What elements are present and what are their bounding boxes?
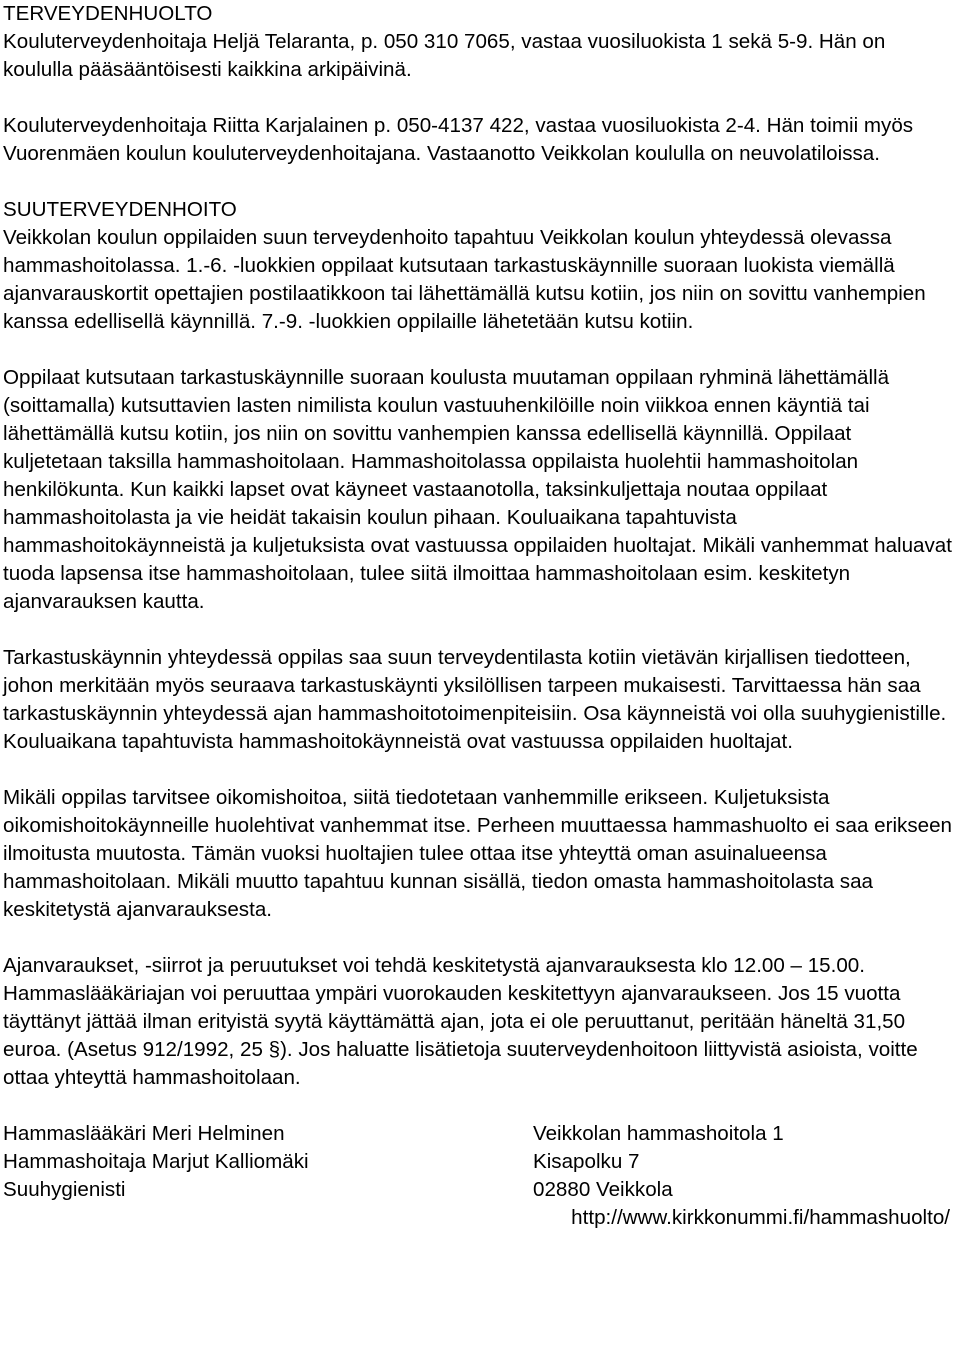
paragraph-ajanvaraukset: Ajanvaraukset, -siirrot ja peruutukset voi tehdä keskitetystä ajanvarauksesta klo 12.00 – 15.00. Hammaslääkäriajan voi peruuttaa ympäri vuorokauden keskitettyyn ajanvaraukseen. Jos 15 vuotta täyttänyt jättää ilman erityistä syytä käyttämättä ajan, jota ei ole peruuttanut, peritään häneltä 31,50 euroa. (Asetus 912/1992, 25 §). Jos haluatte lisätietoja suuterveydenhoitoon liittyvistä asioista, voitte ottaa yhteyttä hammashoitolaan. [3,954,918,1089]
contact-person: Hammaslääkäri Meri Helminen [3,1122,285,1145]
paragraph-oikomishoito: Mikäli oppilas tarvitsee oikomishoitoa, siitä tiedotetaan vanhemmille erikseen. Kuljetuksista oikomishoitokäynneille huolehtivat vanhemmat itse. Perheen muuttaessa hammashuolto ei saa erikseen ilmoitusta muutosta. Tämän vuoksi huoltajien tulee ottaa itse yhteyttä oman asuinalueensa hammashoitolaan. Mikäli muutto tapahtuu kunnan sisällä, tiedon omasta hammashoitolasta saa keskitetystä ajanvarauksesta. [3,786,952,921]
contact-row [3,1120,956,1148]
section-heading-terveydenhuolto: TERVEYDENHUOLTO [3,2,213,25]
paragraph-suun-terveydenhoito: Veikkolan koulun oppilaiden suun terveydenhoito tapahtuu Veikkolan koulun yhteydessä olevassa hammashoitolassa. 1.-6. -luokkien oppilaat kutsutaan tarkastuskäynnille suoraan luokista viemällä ajanvarauskortit opettajien postilaatikkoon tai lähettämällä kutsu kotiin, jos niin on sovittu vanhempien kanssa edellisellä käynnillä. 7.-9. -luokkien oppilaille lähetetään kutsu kotiin. [3,226,926,333]
contact-row [3,1148,956,1176]
section-heading-suuterveydenhoito: SUUTERVEYDENHOITO [3,198,237,221]
paragraph-terveydenhoitaja-karjalainen: Kouluterveydenhoitaja Riitta Karjalainen p. 050-4137 422, vastaa vuosiluokista 2-4. Hän toimii myös Vuorenmäen koulun kouluterveydenhoitajana. Vastaanotto Veikkolan koululla on neuvolatiloissa. [3,114,914,165]
contact-address: 02880 Veikkola [533,1178,673,1201]
contact-address: Veikkolan hammashoitola 1 [533,1122,784,1145]
contact-person: Suuhygienisti [3,1178,126,1201]
contact-person: Hammashoitaja Marjut Kalliomäki [3,1150,309,1173]
contact-row [3,1176,956,1204]
paragraph-tiedote: Tarkastuskäynnin yhteydessä oppilas saa suun terveydentilasta kotiin vietävän kirjallisen tiedotteen, johon merkitään myös seuraava tarkastuskäynti yksilöllisen tarpeen mukaisesti. Tarvittaessa hän saa tarkastuskäynnin yhteydessä ajan hammashoitotoimenpiteisiin. Osa käynneistä voi olla suuhygienistille. Kouluaikana tapahtuvista hammashoitokäynneistä ovat vastuussa oppilaiden huoltajat. [3,646,947,753]
contact-block [3,1120,956,1232]
paragraph-tarkastuskaynti-kutsu: Oppilaat kutsutaan tarkastuskäynnille suoraan koulusta muutaman oppilaan ryhminä lähettämällä (soittamalla) kutsuttavien lasten nimilista koulun vastuuhenkilöille noin viikkoa ennen käyntiä tai lähettämällä kutsu kotiin, jos niin on sovittu vanhempien kanssa edellisellä käynnillä. Oppilaat kuljetetaan taksilla hammashoitolaan. Hammashoitolassa oppilaista huolehtii hammashoitolan henkilökunta. Kun kaikki lapset ovat käyneet vastaanotolla, taksinkuljettaja noutaa oppilaat hammashoitolasta ja vie heidät takaisin koulun pihaan. Kouluaikana tapahtuvista hammashoitokäynneistä ja kuljetuksista ovat vastuussa oppilaiden huoltajat. Mikäli vanhemmat haluavat tuoda lapsensa itse hammashoitolaan, tulee siitä ilmoittaa hammashoitolaan esim. keskitetyn ajanvarauksen kautta. [3,366,952,613]
paragraph-terveydenhoitaja-telaranta: Kouluterveydenhoitaja Heljä Telaranta, p. 050 310 7065, vastaa vuosiluokista 1 sekä 5-9. Hän on koululla pääsääntöisesti kaikkina arkipäivinä. [3,30,886,81]
website-url: http://www.kirkkonummi.fi/hammashuolto/ [571,1206,950,1229]
contact-address: Kisapolku 7 [533,1150,640,1173]
